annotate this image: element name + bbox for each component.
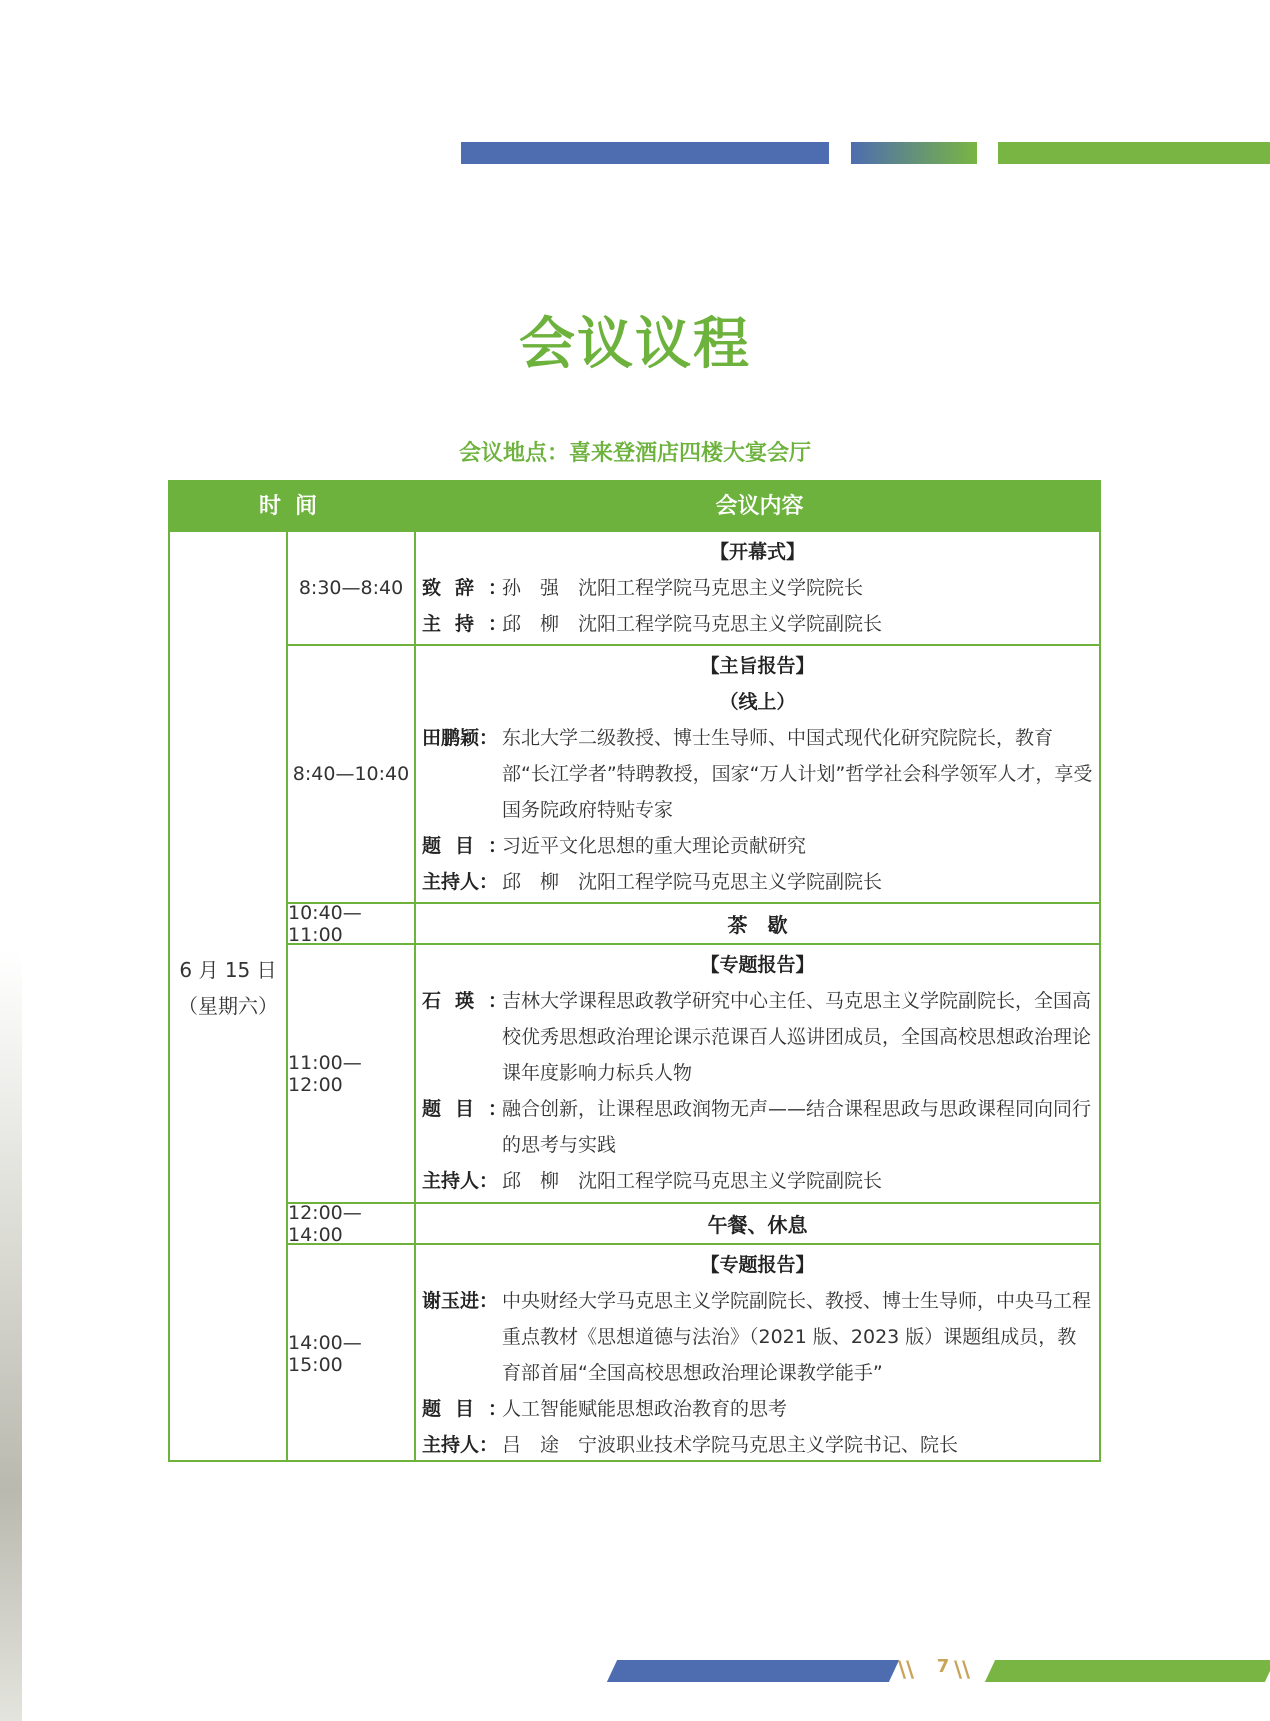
page-title: 会议议程	[519, 312, 751, 377]
line-text: 吉林大学课程思政教学研究中心主任、马克思主义学院副院长，全国高校优秀思想政治理论课示范课百人巡讲团成员，全国高校思想政治理论课年度影响力标兵人物	[502, 990, 1092, 1084]
line-text: 邱 柳 沈阳工程学院马克思主义学院副院长	[502, 1170, 883, 1192]
section-heading: 【主旨报告】	[700, 655, 815, 677]
break-label: 茶 歇	[727, 913, 788, 937]
top-gradient-bar	[851, 142, 977, 164]
bottom-green-bar	[985, 1660, 1270, 1682]
time-cell: 14:00—15:00	[288, 1245, 416, 1462]
stripe-right-icon: \\	[954, 1658, 971, 1683]
bottom-blue-bar	[607, 1660, 899, 1682]
line-text: 融合创新，让课程思政润物无声——结合课程思政与思政课程同向同行的思考与实践	[502, 1098, 1092, 1156]
content-cell	[416, 646, 1099, 902]
time-cell: 8:40—10:40	[288, 646, 416, 902]
line-label: 主持人：	[422, 871, 499, 893]
line-text: 孙 强 沈阳工程学院马克思主义学院院长	[502, 577, 864, 599]
table-header	[170, 482, 1099, 532]
agenda-line	[422, 1427, 1093, 1463]
agenda-row	[288, 901, 1099, 946]
line-text: 习近平文化思想的重大理论贡献研究	[502, 835, 807, 857]
content-cell	[416, 1245, 1099, 1462]
agenda-row	[288, 1201, 1099, 1246]
date-text	[170, 952, 286, 1024]
line-text: 吕 途 宁波职业技术学院马克思主义学院书记、院长	[502, 1434, 959, 1456]
line-label: 主持人：	[422, 1170, 499, 1192]
agenda-line	[422, 606, 1093, 642]
line-label: 题目：	[422, 1098, 522, 1120]
time-cell: 11:00—12:00	[288, 945, 416, 1202]
weekday-label: （星期六）	[178, 994, 278, 1018]
section-subheading: （线上）	[719, 691, 796, 713]
time-cell: 12:00—14:00	[288, 1204, 416, 1243]
agenda-line	[422, 1391, 1093, 1427]
content-cell	[416, 1204, 1099, 1243]
content-cell	[416, 532, 1099, 644]
line-label: 主持：	[422, 613, 522, 635]
date-label: 6 月 15 日	[179, 958, 277, 982]
agenda-line	[422, 828, 1093, 864]
line-label: 题目：	[422, 1398, 522, 1420]
line-label: 田鹏颖：	[422, 727, 499, 749]
line-label: 石瑛：	[422, 990, 522, 1012]
agenda-line	[422, 1163, 1093, 1199]
agenda-line	[422, 864, 1093, 900]
section-heading: 【专题报告】	[700, 1254, 815, 1276]
line-text: 邱 柳 沈阳工程学院马克思主义学院副院长	[502, 613, 883, 635]
agenda-row	[288, 644, 1099, 902]
line-label: 主持人：	[422, 1434, 499, 1456]
section-heading: 【专题报告】	[700, 954, 815, 976]
stripe-left-icon: \\	[898, 1658, 915, 1683]
agenda-line	[422, 1283, 1093, 1391]
line-text: 东北大学二级教授、博士生导师、中国式现代化研究院院长，教育部“长江学者”特聘教授，国家“万人计划”哲学社会科学领军人才，享受国务院政府特贴专家	[502, 727, 1093, 821]
content-cell	[416, 945, 1099, 1202]
agenda-row	[288, 1243, 1099, 1462]
line-text: 邱 柳 沈阳工程学院马克思主义学院副院长	[502, 871, 883, 893]
page-number: 7	[936, 1656, 950, 1677]
agenda-row	[288, 532, 1099, 644]
agenda-line	[422, 570, 1093, 606]
section-heading: 【开幕式】	[709, 541, 805, 563]
line-label: 致辞：	[422, 577, 522, 599]
agenda-line	[422, 1091, 1093, 1163]
time-cell: 8:30—8:40	[288, 532, 416, 644]
top-green-bar	[998, 142, 1270, 164]
left-edge-photo	[0, 950, 22, 1721]
agenda-row	[288, 943, 1099, 1202]
line-label: 题目：	[422, 835, 522, 857]
agenda-line	[422, 983, 1093, 1091]
line-text: 人工智能赋能思想政治教育的思考	[502, 1398, 788, 1420]
time-cell: 10:40—11:00	[288, 904, 416, 943]
agenda-line	[422, 720, 1093, 828]
line-text: 中央财经大学马克思主义学院副院长、教授、博士生导师，中央马工程重点教材《思想道德与法治》（2021 版、2023 版）课题组成员，教育部首届“全国高校思想政治理论课教学能手”	[502, 1290, 1092, 1384]
top-blue-bar	[461, 142, 829, 164]
content-cell	[416, 904, 1099, 943]
break-label: 午餐、休息	[707, 1213, 808, 1237]
venue-line: 会议地点：喜来登酒店四楼大宴会厅	[458, 441, 811, 466]
header-time: 时间	[258, 494, 331, 519]
header-content: 会议内容	[715, 494, 804, 519]
line-label: 谢玉进：	[422, 1290, 499, 1312]
agenda-table	[168, 480, 1101, 1462]
